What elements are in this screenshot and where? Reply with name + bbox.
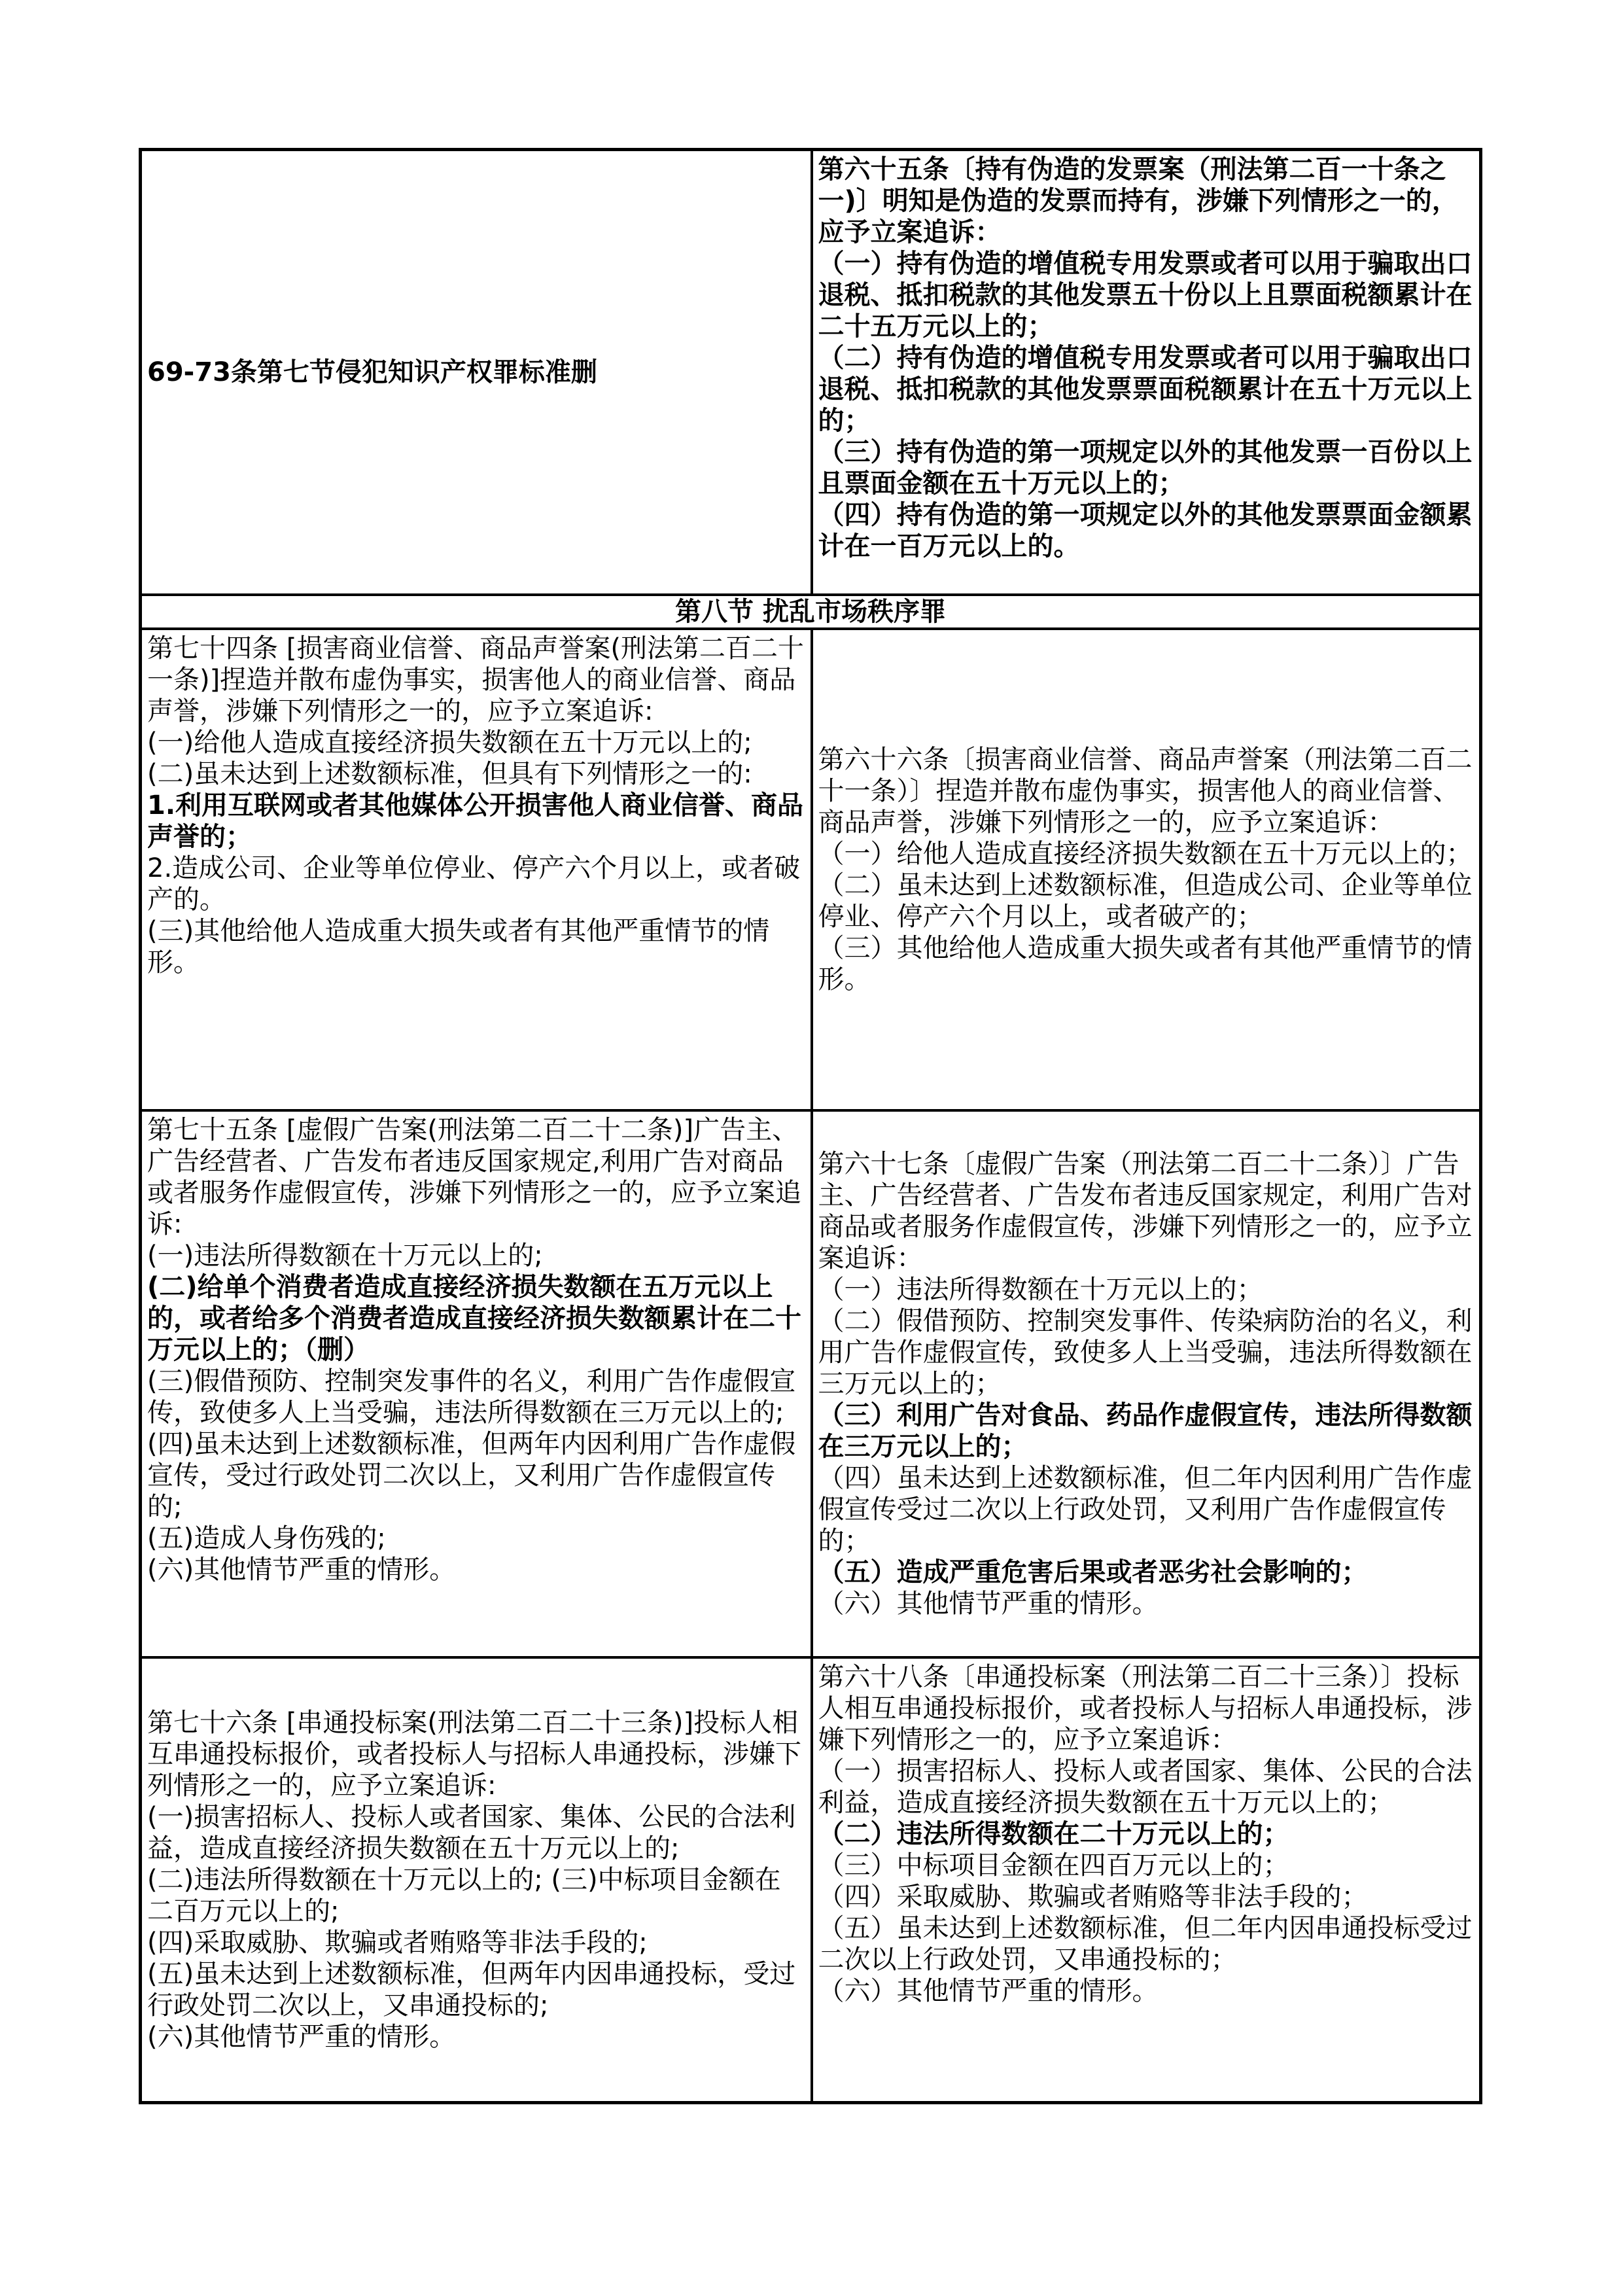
table-row xyxy=(142,151,1479,596)
paragraph: (二)虽未达到上述数额标准，但具有下列情形之一的: xyxy=(147,759,752,789)
paragraph: （五）造成严重危害后果或者恶劣社会影响的； xyxy=(818,1557,1368,1587)
paragraph: 第六十五条〔持有伪造的发票案（刑法第二百一十条之一)〕明知是伪造的发票而持有，涉嫌下列情形之一的，应予立案追诉： xyxy=(818,154,1458,247)
paragraph: （四）采取威胁、欺骗或者贿赂等非法手段的； xyxy=(818,1882,1368,1912)
table-row xyxy=(142,1112,1479,1659)
paragraph: 第六十七条〔虚假广告案（刑法第二百二十二条）〕广告主、广告经营者、广告发布者违反国家规定，利用广告对商品或者服务作虚假宣传，涉嫌下列情形之一的，应予立案追诉： xyxy=(818,1149,1473,1273)
paragraph: （二）违法所得数额在二十万元以上的； xyxy=(818,1819,1289,1849)
paragraph: (五)造成人身伤残的; xyxy=(147,1523,386,1553)
paragraph: (五)虽未达到上述数额标准，但两年内因串通投标，受过行政处罚二次以上，又串通投标的; xyxy=(147,1959,796,2021)
paragraph: 69-73条第七节侵犯知识产权罪标准删 xyxy=(147,357,597,387)
paragraph: （三）其他给他人造成重大损失或者有其他严重情节的情形。 xyxy=(818,933,1473,995)
paragraph: (一)损害招标人、投标人或者国家、集体、公民的合法利益，造成直接经济损失数额在五十万元以上的; xyxy=(147,1802,796,1863)
paragraph: 第七十六条 [串通投标案(刑法第二百二十三条)]投标人相互串通投标报价，或者投标人与招标人串通投标，涉嫌下列情形之一的，应予立案追诉: xyxy=(147,1708,801,1801)
paragraph: （二）持有伪造的增值税专用发票或者可以用于骗取出口退税、抵扣税款的其他发票票面税额累计在五十万元以上的； xyxy=(818,343,1473,436)
paragraph: (一)违法所得数额在十万元以上的; xyxy=(147,1241,543,1271)
table-row xyxy=(142,1659,1479,2101)
paragraph: （三）中标项目金额在四百万元以上的； xyxy=(818,1850,1289,1881)
paragraph: (四)虽未达到上述数额标准，但两年内因利用广告作虚假宣传，受过行政处罚二次以上，又利用广告作虚假宣传的; xyxy=(147,1429,796,1522)
new-provision-cell xyxy=(813,1112,1480,1656)
paragraph: （三）利用广告对食品、药品作虚假宣传，违法所得数额在三万元以上的； xyxy=(818,1400,1473,1462)
table-row xyxy=(142,630,1479,1112)
paragraph: (二)给单个消费者造成直接经济损失数额在五万元以上的，或者给多个消费者造成直接经济损失数额累计在二十万元以上的；（删） xyxy=(147,1272,801,1365)
new-provision-cell xyxy=(813,151,1480,593)
paragraph: (二)违法所得数额在十万元以上的; (三)中标项目金额在二百万元以上的; xyxy=(147,1865,781,1926)
old-provision-cell xyxy=(142,630,813,1109)
paragraph: (四)采取威胁、欺骗或者贿赂等非法手段的; xyxy=(147,1928,648,1958)
paragraph: （三）持有伪造的第一项规定以外的其他发票一百份以上且票面金额在五十万元以上的； xyxy=(818,437,1473,499)
paragraph: （四）虽未达到上述数额标准，但二年内因利用广告作虚假宣传受过二次以上行政处罚，又利用广告作虚假宣传的； xyxy=(818,1463,1473,1556)
paragraph: （五）虽未达到上述数额标准，但二年内因串通投标受过二次以上行政处罚，又串通投标的； xyxy=(818,1913,1473,1975)
paragraph: 1.利用互联网或者其他媒体公开损害他人商业信誉、商品声誉的； xyxy=(147,790,804,852)
paragraph: （二）假借预防、控制突发事件、传染病防治的名义，利用广告作虚假宣传，致使多人上当受骗，违法所得数额在三万元以上的； xyxy=(818,1306,1473,1399)
paragraph: (一)给他人造成直接经济损失数额在五十万元以上的; xyxy=(147,728,752,758)
paragraph: （四）持有伪造的第一项规定以外的其他发票票面金额累计在一百万元以上的。 xyxy=(818,500,1473,561)
paragraph: （一）违法所得数额在十万元以上的； xyxy=(818,1275,1263,1305)
old-provision-cell xyxy=(142,151,813,593)
paragraph: (六)其他情节严重的情形。 xyxy=(147,1555,456,1585)
paragraph: 第七十五条 [虚假广告案(刑法第二百二十二条)]广告主、广告经营者、广告发布者违反国家规定,利用广告对商品或者服务作虚假宣传，涉嫌下列情形之一的，应予立案追诉: xyxy=(147,1115,801,1239)
paragraph: (三)其他给他人造成重大损失或者有其他严重情节的情形。 xyxy=(147,916,770,978)
paragraph: 第六十八条〔串通投标案（刑法第二百二十三条）〕投标人相互串通投标报价，或者投标人与招标人串通投标，涉嫌下列情形之一的，应予立案追诉： xyxy=(818,1662,1473,1755)
section-title-row xyxy=(142,596,1479,630)
paragraph: 第六十六条〔损害商业信誉、商品声誉案（刑法第二百二十一条）〕捏造并散布虚伪事实，损害他人的商业信誉、商品声誉，涉嫌下列情形之一的，应予立案追诉： xyxy=(818,745,1473,838)
new-provision-cell xyxy=(813,1659,1480,2101)
paragraph: （一）持有伪造的增值税专用发票或者可以用于骗取出口退税、抵扣税款的其他发票五十份以上且票面税额累计在二十五万元以上的； xyxy=(818,249,1473,342)
new-provision-cell xyxy=(813,630,1480,1109)
comparison-table xyxy=(139,148,1482,2104)
old-provision-cell xyxy=(142,1659,813,2101)
paragraph: (六)其他情节严重的情形。 xyxy=(147,2022,456,2052)
paragraph: （一）给他人造成直接经济损失数额在五十万元以上的； xyxy=(818,839,1473,869)
paragraph: （六）其他情节严重的情形。 xyxy=(818,1976,1159,2006)
paragraph: 第七十四条 [损害商业信誉、商品声誉案(刑法第二百二十一条)]捏造并散布虚伪事实，损害他人的商业信誉、商品声誉，涉嫌下列情形之一的，应予立案追诉: xyxy=(147,633,804,726)
paragraph: （二）虽未达到上述数额标准，但造成公司、企业等单位停业、停产六个月以上，或者破产的； xyxy=(818,870,1473,932)
paragraph: （一）损害招标人、投标人或者国家、集体、公民的合法利益，造成直接经济损失数额在五十万元以上的； xyxy=(818,1756,1473,1818)
paragraph: (三)假借预防、控制突发事件的名义，利用广告作虚假宣传，致使多人上当受骗，违法所得数额在三万元以上的; xyxy=(147,1366,796,1428)
old-provision-cell xyxy=(142,1112,813,1656)
paragraph: （六）其他情节严重的情形。 xyxy=(818,1589,1159,1619)
paragraph: 2.造成公司、企业等单位停业、停产六个月以上，或者破产的。 xyxy=(147,853,801,915)
section-title: 第八节 扰乱市场秩序罪 xyxy=(675,597,946,627)
